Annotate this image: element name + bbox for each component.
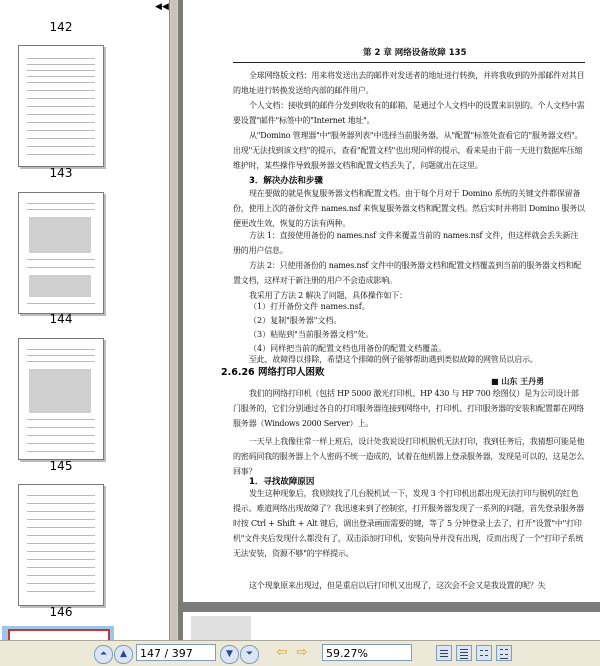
subheading: 1．寻找故障原因 [249,477,315,487]
list-item: （1）打开备份文件 names.nsf。 [249,302,370,311]
forward-arrow-icon[interactable]: ⇨ [296,645,308,660]
document-page [183,0,600,602]
thumbnail-pane[interactable] [0,0,170,640]
back-arrow-icon[interactable]: ⇦ [276,645,288,660]
thumbnail-label: 143 [49,166,73,180]
subheading: 3．解决办法和步骤 [249,176,323,186]
section-title: 2.6.26 网络打印人困败 [221,367,325,378]
paragraph: 现在要做的就是恢复服务器文档和配置文档。由于每个月对于 Domino 系统的关键文件都保留备份，使用上次的备份文件 names.nsf 来恢复服务器文档和配置文档。然后实时并将旧 Domino 服务以便更改生效，恢复的方法有两种。 [233,189,585,228]
header-rule [233,62,585,63]
paragraph: 发生这种现象后，我则续找了几台脱机试一下，发现 3 个打印机出都出现无法打印与脱机的红色提示。难道网络出现故障了？我迅速来到了控制室，打开服务器发现了一系列的问题，首先登录服务器时按 Ctrl + Shift + Alt 键后，调出登录画面需要的键，等了 5 分钟登录上去了，打开"设置"中"打印机"文件夹后发现什么都没有了，双击添加打印机，安装向导并没有出现，反而出现了一个"打印子系统无法安装，资源不够"的字样提示。 [233,489,584,558]
author-line: ■ 山东 王丹勇 [491,376,545,386]
facing-pages-icon[interactable] [476,645,492,661]
thumbnail-scrollbar[interactable] [170,0,178,640]
zoom-field[interactable]: 59.27% [322,644,412,661]
thumbnail-page-144[interactable] [18,192,104,314]
thumbnail-page-146[interactable] [18,484,104,606]
paragraph: 这个现象原来出现过，但是重启以后打印机又出现了，这次会不会又是我设置的呢？失 [249,581,546,590]
thumbnail-label: 146 [49,605,73,619]
running-head: 第 2 章 网络设备故障 135 [363,48,467,58]
continuous-facing-icon[interactable] [496,645,512,661]
collapse-pane-icon[interactable]: ◀◀ [155,2,169,12]
first-page-button[interactable]: ⏶ [94,645,113,664]
paragraph: 全球网络版文档：用来将发送出去的邮件对发送者的地址进行转换，并将我收到的外部邮件对其目的地址进行转换发送给内部的邮件用户。 [233,71,585,95]
paragraph: 一天早上我像往常一样上班后，设计处我说设打印机脱机无法打印，我到任务后，我猜想可能是他的密码同我的服务器上个人密码不统一造成的，试着在他机器上登录服务器，发现是可以的，这是怎么回事？ [233,437,585,476]
paragraph: 我们的网络打印机（包括 HP 5000 激光打印机、HP 430 与 HP 700 绘图仪）是为公司设计部门服务的，它们分别通过各自的打印服务器连接到网络中，打印机、打印服务器的安装和配置都在网络服务器（Windows 2000 Server）上。 [233,389,584,428]
previous-page-button[interactable]: ▲ [114,645,133,664]
continuous-view-icon[interactable] [456,645,472,661]
next-page-preview [183,612,600,640]
paragraph: 方法 2：只使用备份的 names.nsf 文件中的服务器文档和配置文档覆盖到当前的服务器文档和配置文档，这样对于新注册的用户不会造成影响。 [233,261,582,285]
paragraph: 从"Domino 管理器"中"服务器列表"中选择当前服务器，从"配置"标签处查看它的"服务器文档"。出现"无法找到该文档"的提示，查看"配置文档"也出现同样的提示，看来是由于前一天进行数据库压缩维护时，某些操作导致服务器文档和配置文档丢失了，问题就出在这里。 [233,131,583,170]
last-page-button[interactable]: ⏷ [240,645,259,664]
list-item: （4）同样把当前的配置文档也用备份的配置文档覆盖。 [249,344,447,353]
paragraph: 方法 1：直接使用备份的 names.nsf 文件来覆盖当前的 names.nsf 文件，但这样就会丢失新注册的用户信息。 [233,231,579,255]
navigation-toolbar [0,640,600,666]
page-number-field[interactable]: 147 / 397 [136,644,216,661]
single-page-view-icon[interactable] [436,645,452,661]
next-page-button[interactable]: ▼ [220,645,239,664]
list-item: （2）复制"服务器"文档。 [249,316,342,325]
list-item: （3）粘贴到"当前服务器文档"处。 [249,330,374,339]
thumbnail-label: 145 [49,459,73,473]
thumbnail-label: 144 [49,312,73,326]
thumbnail-page-143[interactable] [18,45,104,167]
thumbnail-current-page[interactable] [2,626,114,640]
thumbnail-label: 142 [49,20,73,34]
paragraph: 个人文档：接收到的邮件分发到收收有的邮箱，是通过个人文档中的设置来识别的。个人文档中需要设置"邮件"标签中的"Internet 地址"。 [233,101,585,125]
thumbnail-page-145[interactable] [18,338,104,460]
paragraph: 我采用了方法 2 解决了问题，具体操作如下： [249,291,407,300]
paragraph: 至此，故障得以排除，希望这个排障的例子能够帮助遇到类似故障的网管员以启示。 [249,355,538,364]
document-view[interactable] [178,0,600,640]
